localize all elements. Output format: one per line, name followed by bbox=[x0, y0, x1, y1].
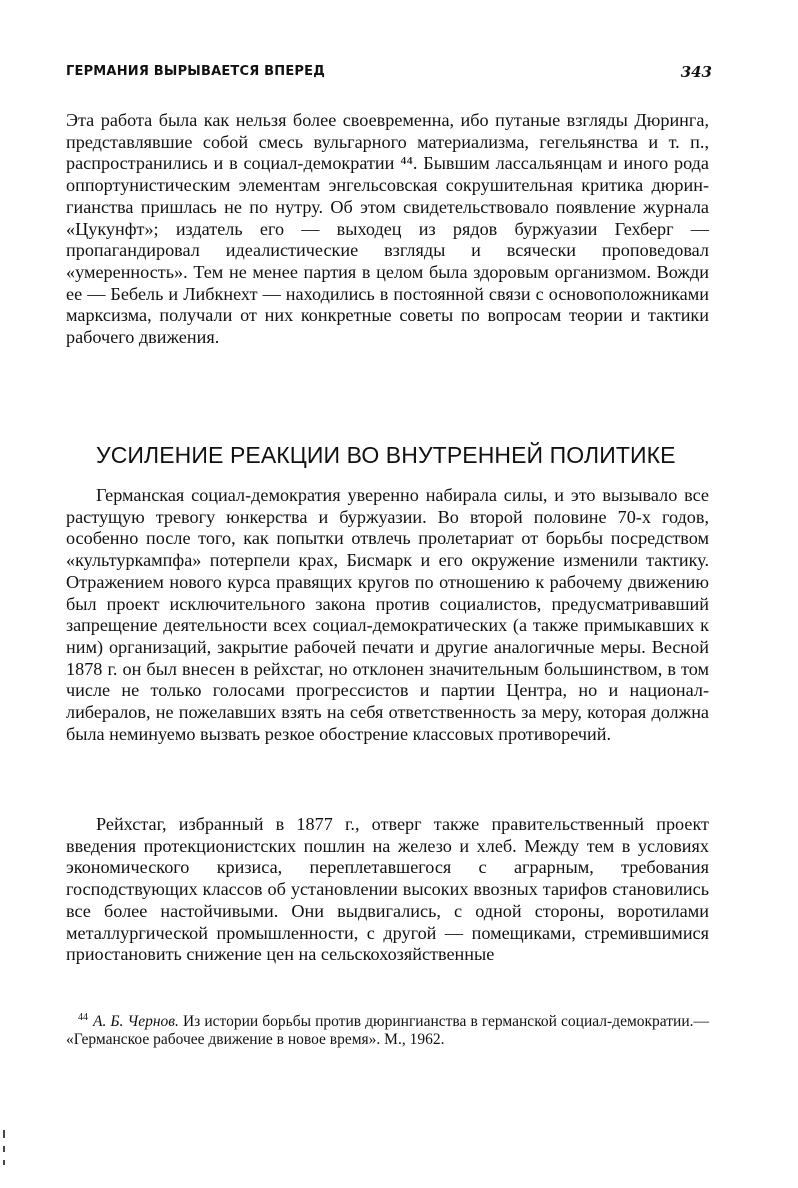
footnote-text: Из истории борьбы против дюрингианства в германской социал-демократии.— «Германское рабочее движение в новое время». М., 1962. bbox=[66, 1013, 710, 1048]
page-number: 343 bbox=[680, 63, 712, 81]
scan-edge-mark bbox=[3, 1146, 5, 1152]
paragraph-1: Эта работа была как нельзя более своевременна, ибо путаные взгляды Дюринга, представлявшие собой смесь вульгарного материализма, гегельянства и т. п., распространились и в социал-демократии ⁴⁴. Бывшим лассальянцам и иного рода оппортунистическим элементам энгельсовская сокрушительная критика дюрингианства пришлась не по нутру. Об этом свидетельствовало появление журнала «Цукунфт»; издатель его — выходец из рядов буржуазии Гехберг — пропагандировал идеалистические взгляды и всячески проповедовал «умеренность». Тем не менее партия в целом была здоровым организмом. Вожди ее — Бебель и Либкнехт — находились в постоянной связи с основоположниками марксизма, получали от них конкретные советы по вопросам теории и тактики рабочего движения. bbox=[66, 110, 709, 348]
running-title: ГЕРМАНИЯ ВЫРЫВАЕТСЯ ВПЕРЕД bbox=[66, 64, 326, 79]
footnote-mark: 44 bbox=[78, 1011, 88, 1023]
footnote-author: А. Б. Чернов. bbox=[93, 1013, 179, 1030]
footnote bbox=[66, 1013, 709, 1049]
section-heading: УСИЛЕНИЕ РЕАКЦИИ ВО ВНУТРЕННЕЙ ПОЛИТИКЕ bbox=[96, 442, 676, 468]
paragraph-2: Германская социал-демократия уверенно набирала силы, и это вызывало все растущую тревогу юнкерства и буржуазии. Во второй половине 70-х годов, особенно после того, как попытки отвлечь пролетариат от борьбы посредством «культуркампфа» потерпели крах, Бисмарк и его окружение изменили тактику. Отражением нового курса правящих кругов по отношению к рабочему движению был проект исключительного закона против социалистов, предусматривавший запрещение деятельности всех социал-демократических (а также примыкавших к ним) организаций, закрытие рабочей печати и другие аналогичные меры. Весной 1878 г. он был внесен в рейхстаг, но отклонен значительным большинством, в том числе не только голосами прогрессистов и партии Центра, но и национал-либералов, не пожелавших взять на себя ответственность за меру, которая должна была неминуемо вызвать резкое обострение классовых противоречий. bbox=[66, 485, 709, 744]
scan-edge-mark bbox=[3, 1130, 5, 1138]
scan-edge-mark bbox=[3, 1160, 5, 1165]
paragraph-3: Рейхстаг, избранный в 1877 г., отверг также правительственный проект введения протекционистских пошлин на железо и хлеб. Между тем в условиях экономического кризиса, переплетавшегося с аграрным, требования господствующих классов об установлении высоких ввозных тарифов становились все более настойчивыми. Они выдвигались, с одной стороны, воротилами металлургической промышленности, с другой — помещиками, стремившимися приостановить снижение цен на сельскохозяйственные bbox=[66, 814, 709, 965]
running-head bbox=[64, 64, 712, 84]
